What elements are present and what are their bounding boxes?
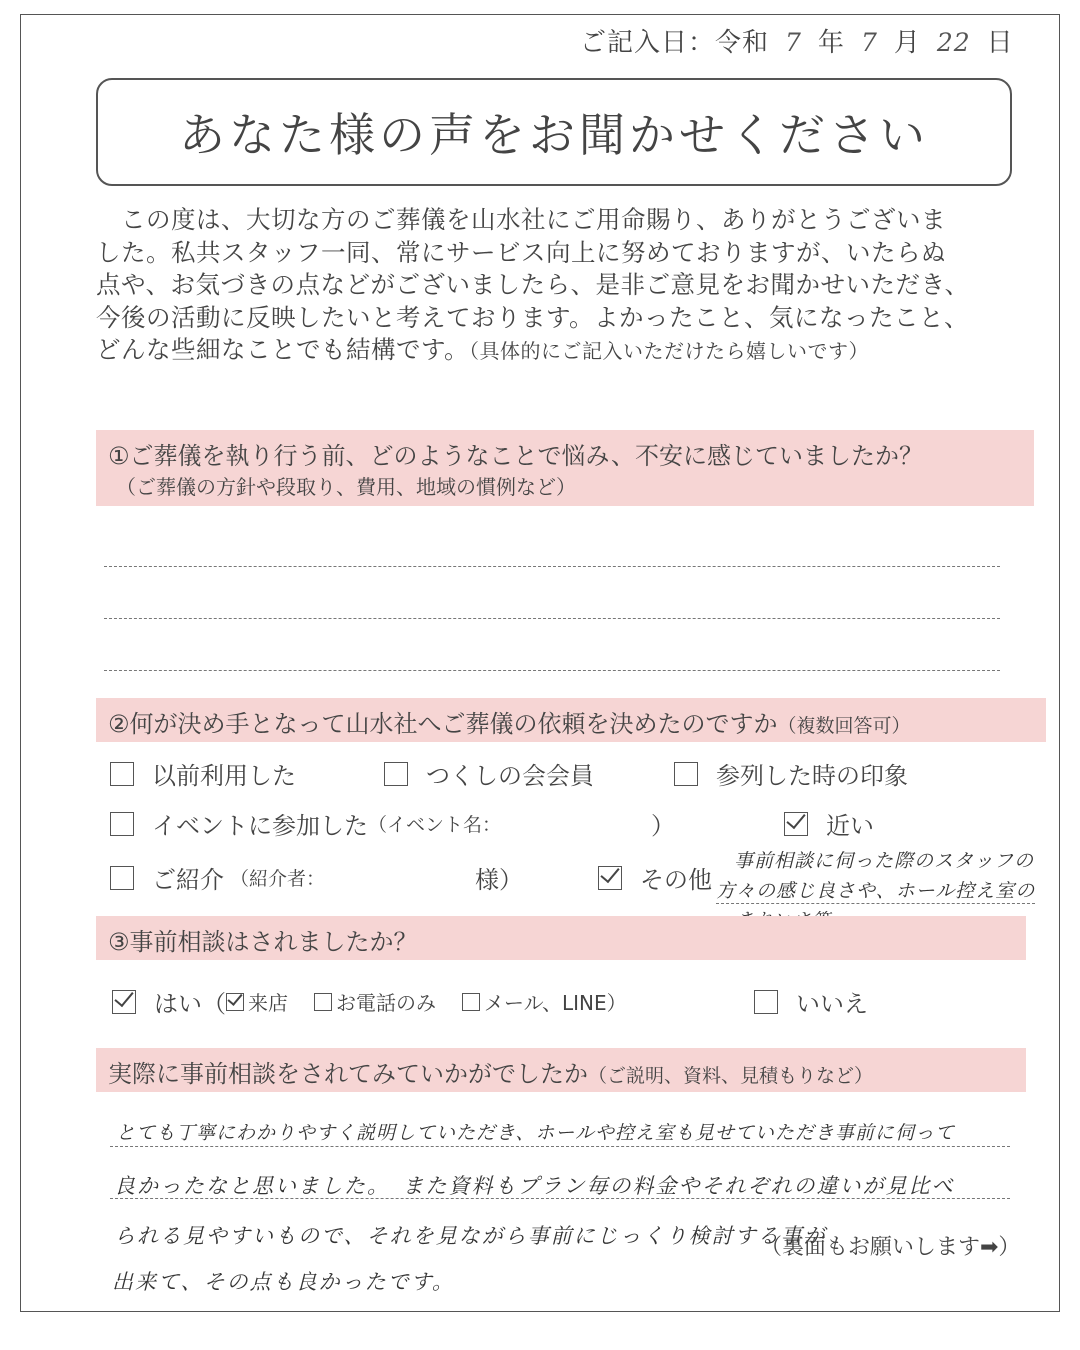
date-day-unit: 日 — [986, 28, 1014, 58]
answer-line — [110, 1198, 1010, 1199]
event-name-close: ） — [651, 812, 676, 840]
option-label: ご紹介 — [152, 866, 224, 894]
answer-text: 良かったなと思いました。 また資料もプラン毎の料金やそれぞれの違いが見比べ — [114, 1174, 955, 1198]
checkbox-checked[interactable] — [784, 812, 808, 836]
checkbox[interactable] — [314, 993, 332, 1011]
option-member[interactable] — [384, 756, 594, 791]
question-3: ③事前相談はされましたか？ — [108, 928, 418, 956]
intro-line: 今後の活動に反映したいと考えております。よかったこと、気になったこと、 — [96, 302, 970, 332]
option-label: イベントに参加した — [152, 812, 368, 840]
date-year: 7 — [785, 28, 802, 57]
checkbox[interactable] — [110, 866, 134, 890]
option-near[interactable] — [784, 806, 874, 841]
question-4-band — [96, 1048, 1026, 1092]
date-day: 22 — [936, 28, 971, 57]
answer-text: とても丁寧にわかりやすく説明していただき、ホールや控え室も見せていただき事前に伺って — [116, 1122, 955, 1144]
option-consult-yes[interactable] — [112, 984, 627, 1019]
date-label: ご記入日：令和 — [580, 28, 770, 58]
intro-line — [96, 334, 1026, 368]
option-label: いいえ — [796, 990, 868, 1018]
question-2-band — [96, 698, 1046, 742]
question-1-band — [96, 430, 1034, 506]
checkbox-checked[interactable] — [226, 993, 244, 1011]
checkbox[interactable] — [462, 993, 480, 1011]
checkbox[interactable] — [110, 762, 134, 786]
option-label: 以前利用した — [152, 762, 296, 790]
option-label: 参列した時の印象 — [716, 762, 908, 790]
title-box — [96, 78, 1012, 186]
option-other[interactable] — [598, 860, 712, 895]
answer-line — [110, 1146, 1010, 1147]
question-2: ②何が決め手となって山水社へご葬儀の依頼を決めたのですか — [108, 710, 778, 738]
intro-line: した。私共スタッフ一同、常にサービス向上に努めておりますが、いたらぬ — [96, 237, 946, 267]
option-event[interactable] — [110, 806, 675, 841]
option-label: はい（ — [154, 990, 226, 1018]
date-month: 7 — [860, 28, 878, 57]
option-label: メール、LINE） — [484, 991, 627, 1015]
checkbox[interactable] — [110, 812, 134, 836]
option-label: 近い — [826, 812, 874, 840]
question-4: 実際に事前相談をされてみていかがでしたか — [108, 1060, 588, 1088]
intro-last: どんな些細なことでも結構です。 — [96, 335, 470, 364]
referral-suffix: 様） — [475, 866, 524, 894]
page-title: あなた様の声をお聞かせください — [179, 108, 929, 162]
intro-text — [96, 204, 1026, 368]
option-label: その他 — [640, 866, 712, 894]
question-2-note: （複数回答可） — [777, 715, 911, 737]
answer-line[interactable] — [104, 618, 1000, 619]
intro-line: 点や、お気づきの点などがございましたら、是非ご意見をお聞かせいただき、 — [96, 270, 970, 299]
question-4-note: （ご説明、資料、見積もりなど） — [588, 1065, 874, 1087]
option-prev-use[interactable] — [110, 756, 296, 791]
checkbox[interactable] — [674, 762, 698, 786]
date-month-unit: 月 — [893, 28, 921, 58]
referral-name-label: （紹介者： — [230, 868, 326, 890]
other-answer-line: 事前相談に伺った際のスタッフの — [734, 850, 1035, 872]
checkbox-checked[interactable] — [598, 866, 622, 890]
checkbox-checked[interactable] — [112, 990, 136, 1014]
option-consult-no[interactable] — [754, 984, 868, 1019]
option-label: お電話のみ — [336, 991, 436, 1015]
answer-line[interactable] — [104, 566, 1000, 567]
checkbox[interactable] — [384, 762, 408, 786]
entry-date — [580, 22, 1014, 59]
option-label: つくしの会会員 — [426, 762, 594, 790]
question-3-band — [96, 916, 1026, 960]
answer-line[interactable] — [104, 670, 1000, 671]
other-answer-line: 方々の感じ良さや、ホール控え室の — [716, 876, 1035, 904]
answer-text: 出来て、その点も良かったです。 — [112, 1270, 455, 1294]
intro-line: この度は、大切な方のご葬儀を山水社にご用命賜り、ありがとうございま — [96, 205, 946, 234]
checkbox[interactable] — [754, 990, 778, 1014]
question-1-sub: （ご葬儀の方針や段取り、費用、地域の慣例など） — [116, 475, 576, 499]
event-name-label: （イベント名： — [368, 814, 502, 836]
option-referral[interactable] — [110, 860, 523, 895]
question-1: ①ご葬儀を執り行う前、どのようなことで悩み、不安に感じていましたか？ — [108, 442, 923, 470]
option-label: 来店 — [248, 991, 288, 1015]
date-year-unit: 年 — [817, 28, 845, 58]
answer-text: られる見やすいもので、それを見ながら事前にじっくり検討する事が — [114, 1224, 827, 1248]
back-page-note: （裏面もお願いします➡） — [760, 1235, 1021, 1260]
intro-note: （具体的にご記入いただけたら嬉しいです） — [469, 339, 870, 363]
option-attended[interactable] — [674, 756, 908, 791]
